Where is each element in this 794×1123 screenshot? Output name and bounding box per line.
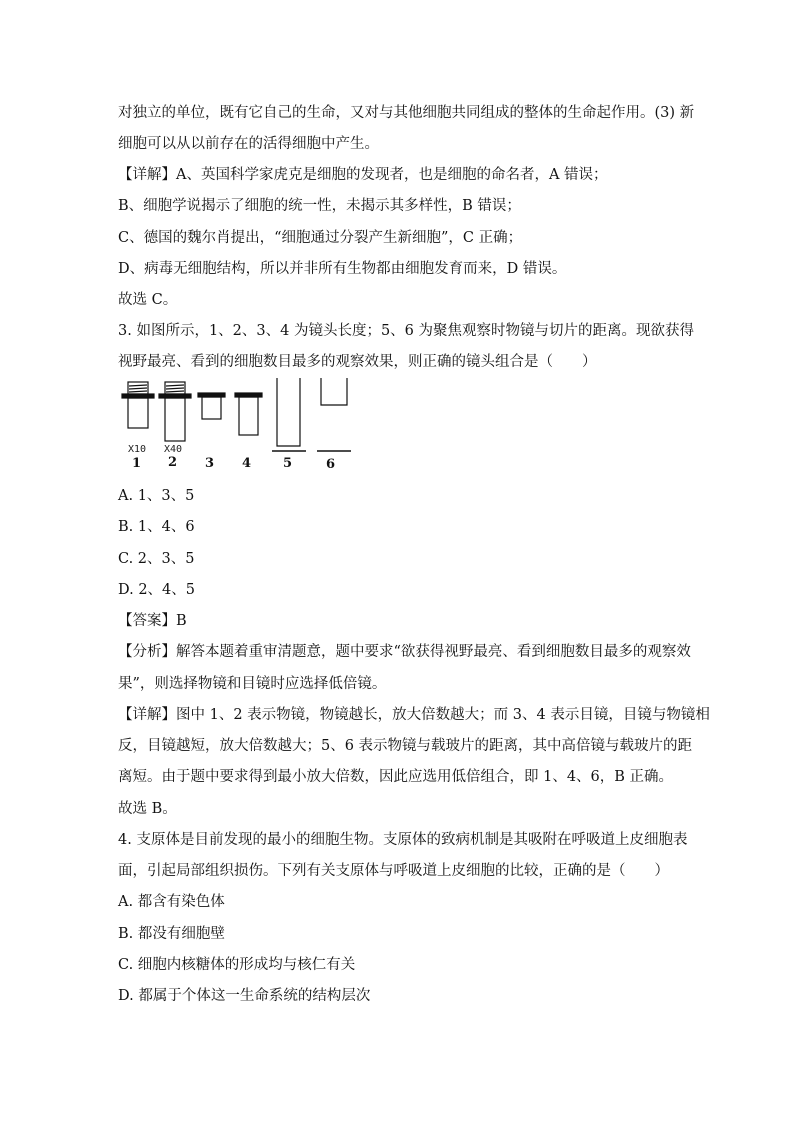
distance-diagram-6 [317,378,351,451]
option-b: B. 都没有细胞壁 [118,926,225,942]
analysis: 果”，则选择物镜和目镜时应选择低倍镜。 [118,676,387,692]
text-line: 对独立的单位，既有它自己的生命，又对与其他细胞共同组成的整体的生命起作用。(3) 新 [118,105,695,121]
eyepiece-lens-3 [198,393,225,419]
objective-lens-1 [122,382,154,428]
question-3-stem: 3. 如图所示，1、2、3、4 为镜头长度；5、6 为聚焦观察时物镜与切片的距离。现欲获得 [118,323,695,339]
objective-lens-2 [159,382,191,441]
explanation: 【详解】图中 1、2 表示物镜，物镜越长，放大倍数越大；而 3、4 表示目镜，目镜与物镜相 [118,707,710,723]
figure-number: 4 [242,456,252,471]
question-4-stem: 4. 支原体是目前发现的最小的细胞生物。支原体的致病机制是其吸附在呼吸道上皮细胞表 [118,832,688,848]
magnification-label: X40 [164,444,183,455]
text-line: 故选 C。 [118,292,178,308]
option-d: D. 2、4、5 [118,582,196,598]
explanation: 离短。由于题中要求得到最小放大倍数，因此应选用低倍组合，即 1、4、6，B 正确。 [118,769,674,785]
text-line: B、细胞学说揭示了细胞的统一性，未揭示其多样性，B 错误； [118,198,521,214]
option-d: D. 都属于个体这一生命系统的结构层次 [118,988,371,1004]
eyepiece-lens-4 [235,393,262,435]
figure-number: 3 [205,456,215,471]
magnification-label: X10 [128,444,147,455]
text-line: C、德国的魏尔肖提出，“细胞通过分裂产生新细胞”，C 正确； [118,230,523,246]
option-b: B. 1、4、6 [118,519,195,535]
distance-diagram-5 [272,378,306,451]
explanation: 反，目镜越短，放大倍数越大；5、6 表示物镜与载玻片的距离，其中高倍镜与载玻片的距 [118,738,693,754]
answer: 【答案】B [118,613,187,629]
option-c: C. 2、3、5 [118,551,195,567]
microscope-lens-figure [118,378,378,473]
option-c: C. 细胞内核糖体的形成均与核仁有关 [118,957,356,973]
option-a: A. 1、3、5 [118,488,195,504]
text-line: D、病毒无细胞结构，所以并非所有生物都由细胞发育而来，D 错误。 [118,261,567,277]
question-4-stem: 面，引起局部组织损伤。下列有关支原体与呼吸道上皮细胞的比较，正确的是（ ） [118,863,669,879]
question-3-stem: 视野最亮、看到的细胞数目最多的观察效果，则正确的镜头组合是（ ） [118,354,597,370]
text-line: 【详解】A、英国科学家虎克是细胞的发现者，也是细胞的命名者，A 错误； [118,167,608,183]
conclusion: 故选 B。 [118,801,177,817]
figure-number: 5 [283,456,293,471]
figure-number: 2 [168,455,178,470]
analysis: 【分析】解答本题着重审清题意，题中要求“欲获得视野最亮、看到细胞数目最多的观察效 [118,644,691,660]
figure-number: 6 [326,457,336,472]
option-a: A. 都含有染色体 [118,894,225,910]
figure-number: 1 [132,456,142,471]
text-line: 细胞可以从以前存在的活得细胞中产生。 [118,136,379,152]
